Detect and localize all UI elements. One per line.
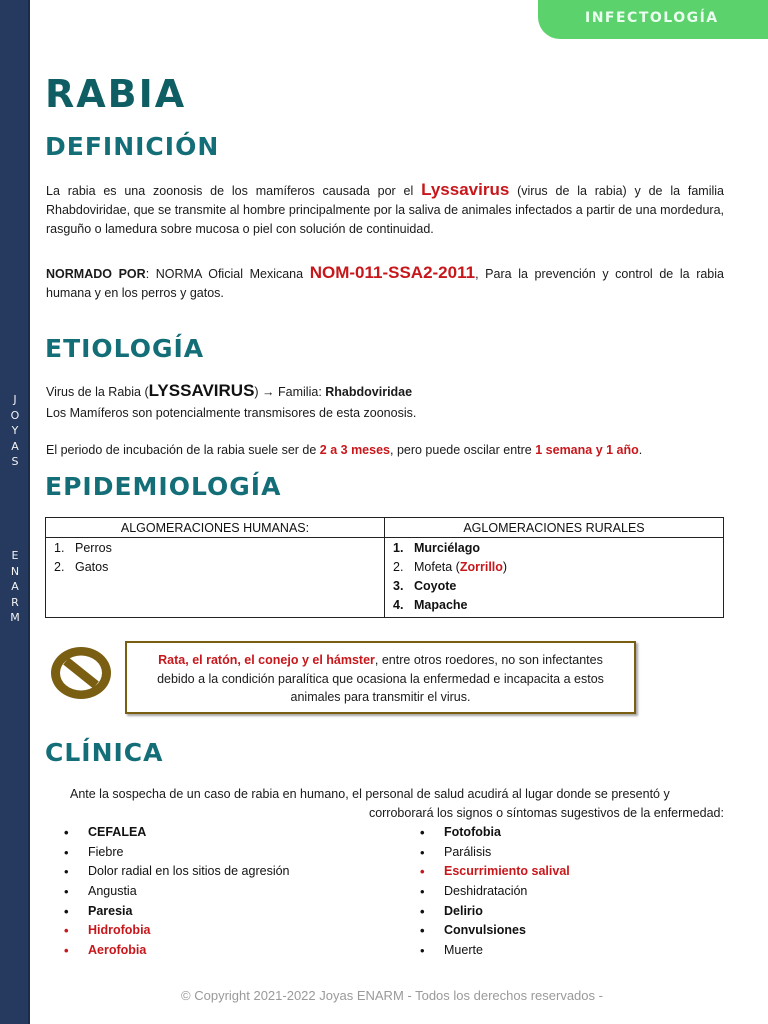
heading-etiologia: ETIOLOGÍA bbox=[45, 334, 205, 363]
text: , pero puede oscilar entre bbox=[390, 443, 536, 457]
side-letter: E bbox=[11, 549, 19, 562]
list-item bbox=[393, 558, 717, 577]
table-row bbox=[46, 538, 724, 618]
side-letter: A bbox=[11, 580, 19, 594]
section-tab: INFECTOLOGÍA bbox=[538, 0, 768, 39]
item-number: 1. bbox=[393, 541, 404, 555]
text: La rabia es una zoonosis de los mamíferos causada por el bbox=[46, 184, 422, 198]
side-letter: A bbox=[11, 439, 19, 453]
definition-paragraph bbox=[46, 180, 724, 239]
column-header: AGLOMERACIONES RURALES bbox=[385, 518, 724, 538]
item-text: Murciélago bbox=[414, 541, 480, 555]
normado-paragraph bbox=[46, 263, 724, 303]
item-text: ) bbox=[502, 560, 508, 574]
family-name: Rhabdoviridae bbox=[325, 385, 413, 399]
list-item bbox=[393, 596, 717, 615]
item-text: Gatos bbox=[75, 560, 109, 574]
heading-definicion: DEFINICIÓN bbox=[45, 132, 220, 161]
symptom-item: • Delirio bbox=[420, 902, 570, 922]
text: (virus de la rabia) y de la familia Rhabdoviridae, que se transmite al hombre principalmente por la saliva de animales infectados a partir de una mordedura, rasguño o lamedura sobre mucosa o piel con solución de continuidad. bbox=[46, 184, 724, 236]
side-letter: O bbox=[10, 408, 20, 422]
warning-highlight: Rata, el ratón, el conejo y el hámster bbox=[158, 653, 375, 667]
symptom-item: • Paresia bbox=[64, 902, 290, 922]
clinica-intro bbox=[70, 785, 724, 823]
item-text: Mapache bbox=[414, 598, 468, 612]
side-letter: M bbox=[10, 611, 20, 625]
heading-epidemiologia: EPIDEMIOLOGÍA bbox=[45, 472, 282, 501]
table-cell bbox=[46, 538, 385, 618]
symptom-item: • Angustia bbox=[64, 882, 290, 902]
symptom-list-right bbox=[420, 823, 570, 961]
table-header-row bbox=[46, 518, 724, 538]
text: , Para la prevención y control de la rabia humana y en los perros y gatos. bbox=[46, 267, 724, 300]
text: : NORMA Oficial Mexicana bbox=[145, 267, 310, 281]
item-number: 2. bbox=[393, 560, 404, 574]
intro-line-1: Ante la sospecha de un caso de rabia en humano, el personal de salud acudirá al lugar donde se presentó y bbox=[70, 787, 670, 801]
incubation-range: 1 semana y 1 año bbox=[535, 443, 639, 457]
side-letter: Y bbox=[11, 424, 19, 438]
item-text-red: Zorrillo bbox=[459, 560, 503, 574]
warning-box bbox=[125, 641, 636, 714]
human-list bbox=[54, 539, 378, 577]
symptom-item: • Fiebre bbox=[64, 843, 290, 863]
column-header: ALGOMERACIONES HUMANAS: bbox=[46, 518, 385, 538]
item-text: Perros bbox=[75, 541, 112, 555]
lyssavirus-highlight: Lyssavirus bbox=[421, 180, 510, 199]
item-number: 3. bbox=[393, 579, 404, 593]
symptom-item: • CEFALEA bbox=[64, 823, 290, 843]
list-item bbox=[393, 539, 717, 558]
symptom-item: • Dolor radial en los sitios de agresión bbox=[64, 862, 290, 882]
warning-text: , entre otros roedores, no son infectantes debido a la condición paralítica que ocasiona la enfermedad e incapacita a estos animales para transmitir el virus. bbox=[157, 653, 604, 704]
incubation-min: 2 a 3 meses bbox=[319, 443, 390, 457]
heading-clinica: CLÍNICA bbox=[45, 738, 164, 767]
rural-list bbox=[393, 539, 717, 615]
etiologia-line-3 bbox=[46, 441, 724, 460]
side-label-joyas bbox=[0, 392, 30, 470]
list-item bbox=[393, 577, 717, 596]
normado-label: NORMADO POR bbox=[46, 267, 146, 281]
table-cell bbox=[385, 538, 724, 618]
item-text: Mofeta ( bbox=[414, 560, 460, 574]
side-letter: R bbox=[11, 595, 19, 609]
side-letter: N bbox=[10, 564, 20, 578]
item-number: 4. bbox=[393, 598, 404, 612]
text: . bbox=[638, 443, 643, 457]
list-item bbox=[54, 558, 378, 577]
side-bar bbox=[0, 0, 30, 1024]
list-item bbox=[54, 539, 378, 558]
page-title: RABIA bbox=[45, 72, 187, 116]
intro-line-2: corroborará los signos o síntomas sugestivos de la enfermedad: bbox=[368, 806, 724, 820]
symptom-item: • Fotofobia bbox=[420, 823, 570, 843]
item-text: Coyote bbox=[414, 579, 457, 593]
symptom-item: • Parálisis bbox=[420, 843, 570, 863]
norma-code: NOM-011-SSA2-2011 bbox=[309, 263, 476, 282]
etiologia-line-2: Los Mamíferos son potencialmente transmisores de esta zoonosis. bbox=[46, 406, 417, 420]
item-number: 2. bbox=[54, 560, 65, 574]
side-letter: S bbox=[11, 455, 19, 469]
symptom-item: • Muerte bbox=[420, 941, 570, 961]
text: ) → Familia: bbox=[254, 385, 326, 399]
side-label-enarm bbox=[0, 548, 30, 626]
symptom-item: • Convulsiones bbox=[420, 921, 570, 941]
epidemiology-table bbox=[45, 517, 724, 618]
symptom-item: • Deshidratación bbox=[420, 882, 570, 902]
symptom-item: • Hidrofobia bbox=[64, 921, 290, 941]
symptom-list-left bbox=[64, 823, 290, 961]
side-letter: J bbox=[13, 393, 17, 406]
prohibited-icon bbox=[48, 644, 114, 702]
symptom-item: • Aerofobia bbox=[64, 941, 290, 961]
text: El periodo de incubación de la rabia suele ser de bbox=[46, 443, 320, 457]
virus-name: LYSSAVIRUS bbox=[148, 381, 255, 400]
copyright-footer: © Copyright 2021-2022 Joyas ENARM - Todos los derechos reservados - bbox=[181, 988, 603, 1003]
item-number: 1. bbox=[54, 541, 65, 555]
symptom-item: • Escurrimiento salival bbox=[420, 862, 570, 882]
etiologia-line-1 bbox=[46, 381, 724, 402]
text: Virus de la Rabia ( bbox=[46, 385, 149, 399]
